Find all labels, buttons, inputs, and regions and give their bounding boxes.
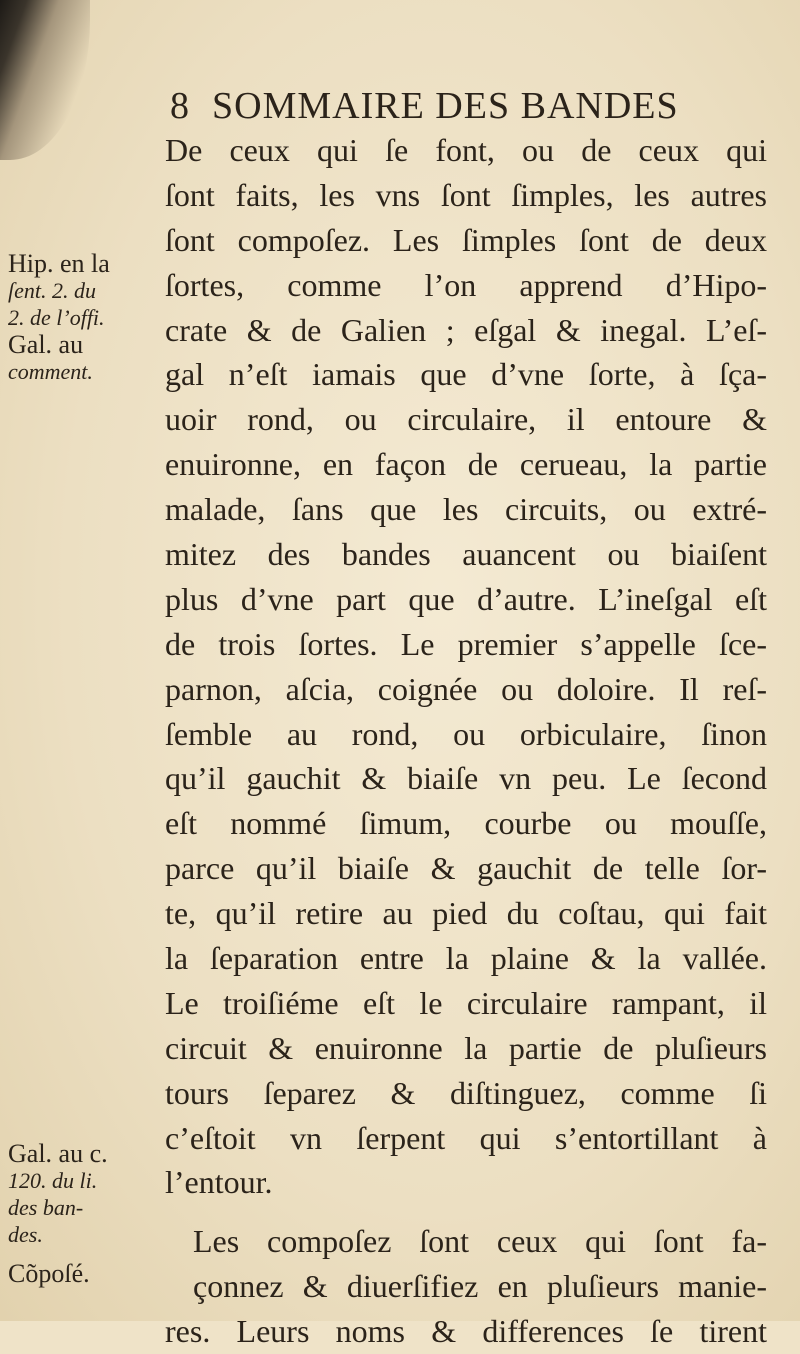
text-line: plus d’vne part que d’autre. L’ineſgal eſt bbox=[165, 580, 767, 617]
text-line: crate & de Galien ; eſgal & inegal. L’eſ- bbox=[165, 311, 767, 348]
text-line: c’eſtoit vn ſerpent qui s’entortillant à bbox=[165, 1119, 767, 1156]
text-line: la ſeparation entre la plaine & la vallée. bbox=[165, 940, 767, 977]
page-number: 8 bbox=[170, 85, 190, 127]
text-line: Les compoſez ſont ceux qui ſont fa- bbox=[193, 1223, 767, 1260]
text-line: ſont compoſez. Les ſimples ſont de deux bbox=[165, 221, 767, 258]
text-line: eſt nommé ſimum, courbe ou mouſſe, bbox=[165, 805, 767, 842]
text-line: enuironne, en façon de cerueau, la partie bbox=[165, 446, 767, 483]
margin-note-line: Cõpoſé. bbox=[8, 1259, 90, 1288]
text-line: malade, ſans que les circuits, ou extré- bbox=[165, 491, 767, 528]
text-line: tours ſeparez & diſtinguez, comme ſi bbox=[165, 1074, 767, 1111]
running-head bbox=[170, 84, 730, 128]
text-line: circuit & enuironne la partie de pluſieurs bbox=[165, 1029, 767, 1066]
text-line: mitez des bandes auancent ou biaiſent bbox=[165, 536, 767, 573]
text-line: parnon, aſcia, coignée ou doloire. Il reſ- bbox=[165, 670, 767, 707]
text-line: ſont faits, les vns ſont ſimples, les autres bbox=[165, 176, 767, 213]
text-line: res. Leurs noms & differences ſe tirent bbox=[165, 1313, 767, 1350]
margin-note-line: des. bbox=[8, 1222, 43, 1247]
text-line: te, qu’il retire au pied du coſtau, qui fait bbox=[165, 895, 767, 932]
text-line: parce qu’il biaiſe & gauchit de telle ſor- bbox=[165, 850, 767, 887]
running-title: SOMMAIRE DES BANDES bbox=[212, 85, 679, 127]
margin-note-line: des ban- bbox=[8, 1195, 84, 1220]
margin-note-line: ſent. 2. du bbox=[8, 278, 96, 303]
text-line: de trois ſortes. Le premier s’appelle ſce- bbox=[165, 625, 767, 662]
binding-shadow bbox=[0, 0, 90, 160]
text-line: qu’il gauchit & biaiſe vn peu. Le ſecond bbox=[165, 760, 767, 797]
text-line: ſemble au rond, ou orbiculaire, ſinon bbox=[165, 715, 767, 752]
margin-note-line: Gal. au bbox=[8, 330, 84, 359]
margin-note-line: 2. de l’offi. bbox=[8, 305, 105, 330]
margin-note-compose bbox=[8, 1260, 158, 1287]
text-line: ſortes, comme l’on apprend d’Hipo- bbox=[165, 266, 767, 303]
margin-note-line: Gal. au c. bbox=[8, 1139, 108, 1168]
text-line: uoir rond, ou circulaire, il entoure & bbox=[165, 401, 767, 438]
text-line: l’entour. bbox=[165, 1164, 273, 1201]
margin-note-galen bbox=[8, 1140, 158, 1248]
margin-note-line: Hip. en la bbox=[8, 249, 110, 278]
text-line: çonnez & diuerſifiez en pluſieurs manie- bbox=[193, 1268, 767, 1305]
margin-note-hippocrates bbox=[8, 250, 158, 385]
margin-note-line: 120. du li. bbox=[8, 1168, 98, 1193]
body-text bbox=[165, 128, 767, 1354]
text-line: Le troiſiéme eſt le circulaire rampant, il bbox=[165, 984, 767, 1021]
text-line: gal n’eſt iamais que d’vne ſorte, à ſça- bbox=[165, 356, 767, 393]
margin-note-line: comment. bbox=[8, 359, 93, 384]
text-line: De ceux qui ſe font, ou de ceux qui bbox=[165, 132, 767, 168]
